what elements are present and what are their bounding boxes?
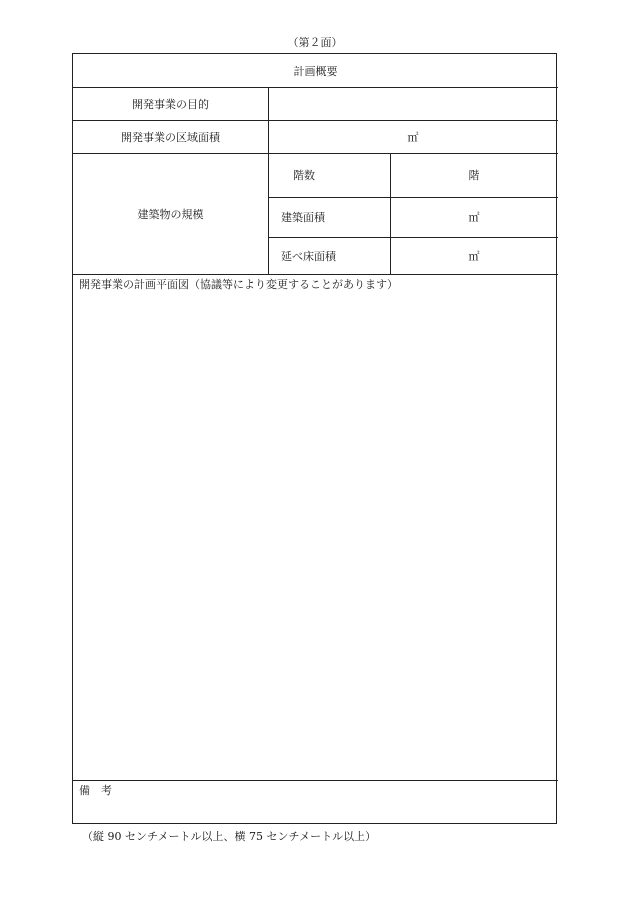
- purpose-value[interactable]: [268, 87, 558, 120]
- page-number: （第２面）: [287, 36, 343, 49]
- area-unit[interactable]: ㎡: [407, 130, 419, 144]
- building-scale-label: 建築物の規模: [137, 207, 204, 221]
- area-label: 開発事業の区域面積: [121, 130, 220, 144]
- building-area-unit[interactable]: ㎡: [468, 211, 480, 224]
- building-area-label: 建築面積: [281, 211, 325, 224]
- site-plan-label: 開発事業の計画平面図（協議等により変更することがあります）: [79, 278, 398, 291]
- purpose-label: 開発事業の目的: [132, 97, 209, 111]
- size-footnote: （縦 90 センチメートル以上、横 75 センチメートル以上）: [82, 830, 377, 843]
- plan-overview-form: [72, 53, 557, 824]
- form-title: 計画概要: [293, 64, 338, 78]
- remarks-area[interactable]: [73, 780, 558, 824]
- floors-label: 階数: [293, 169, 315, 182]
- floors-unit[interactable]: 階: [468, 169, 480, 182]
- floor-area-unit[interactable]: ㎡: [468, 249, 480, 263]
- site-plan-area[interactable]: [73, 274, 558, 780]
- remarks-label: 備 考: [79, 784, 112, 797]
- floor-area-label: 延べ床面積: [281, 249, 336, 263]
